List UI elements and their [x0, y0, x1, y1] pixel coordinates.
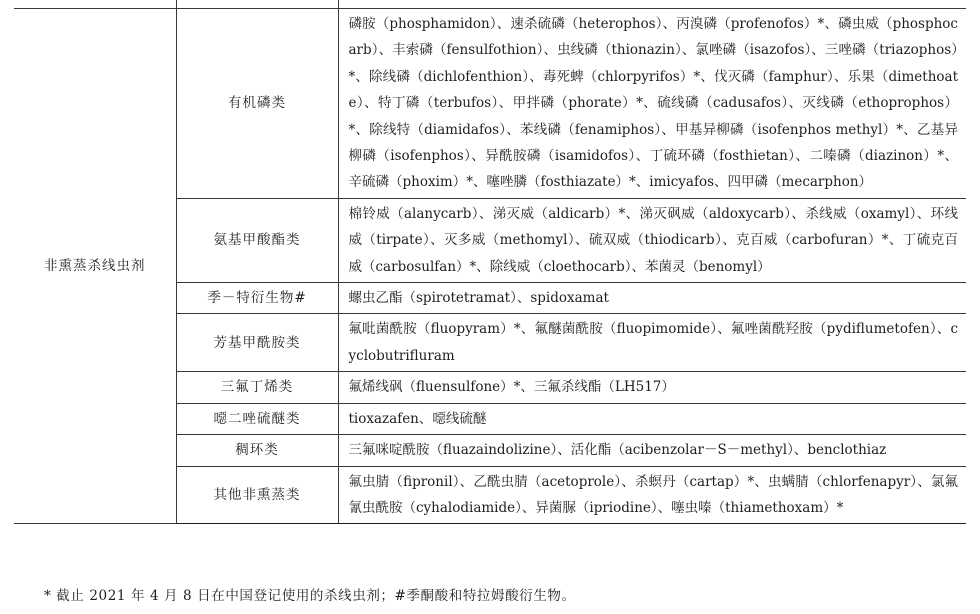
subcategory-cell: 季－特衍生物#: [176, 283, 338, 314]
content-cell: 磷胺（phosphamidon）、速杀硫磷（heterophos）、丙溴磷（profenofos）*、磷虫威（phosphocarb）、丰索磷（fensulfothion）、虫线磷（thionazin）、氯唑磷（isazofos）、三唑磷（triazophos）*、除线磷（dichlofenthion）、毒死蜱（chlorpyrifos）*、伐灭磷（famphur）、乐果（dimethoate）、特丁磷（terbufos）、甲拌磷（phorate）*、硫线磷（cadusafos）、灭线磷（ethoprophos）*、除线特（diamidafos）、苯线磷（fenamiphos）、甲基异柳磷（isofenphos methyl）*、乙基异柳磷（isofenphos）、异酰胺磷（isamidofos）、丁硫环磷（fosthietan）、二嗪磷（diazinon）*、辛硫磷（phoxim）*、噻唑膦（fosthiazate）*、imicyafos、四甲磷（mecarphon）: [338, 9, 966, 199]
content-cell: 螺虫乙酯（spirotetramat）、spidoxamat: [338, 283, 966, 314]
subcategory-cell: 有机磷类: [176, 9, 338, 199]
table-row: [14, 9, 966, 199]
subcategory-cell: 稠环类: [176, 435, 338, 466]
table-top-stub-row: [14, 0, 966, 9]
subcategory-cell: 氨基甲酸酯类: [176, 198, 338, 282]
subcategory-cell: 噁二唑硫醚类: [176, 403, 338, 434]
content-cell: tioxazafen、噁线硫醚: [338, 403, 966, 434]
category-cell: 非熏蒸杀线虫剂: [14, 9, 176, 524]
subcategory-cell: 芳基甲酰胺类: [176, 314, 338, 372]
content-cell: 氟吡菌酰胺（fluopyram）*、氟醚菌酰胺（fluopimomide）、氟唑菌酰羟胺（pydiflumetofen）、cyclobutrifluram: [338, 314, 966, 372]
nematicide-table: [14, 0, 966, 524]
content-cell: 氟烯线砜（fluensulfone）*、三氟杀线酯（LH517）: [338, 372, 966, 403]
table-footnote: * 截止 2021 年 4 月 8 日在中国登记使用的杀线虫剂；#季酮酸和特拉姆酸衍生物。: [44, 588, 576, 604]
content-cell: 棉铃威（alanycarb）、涕灭威（aldicarb）*、涕灭砜威（aldoxycarb）、杀线威（oxamyl）、环线威（tirpate）、灭多威（methomyl）、硫双威（thiodicarb）、克百威（carbofuran）*、丁硫克百威（carbosulfan）*、除线威（cloethocarb）、苯菌灵（benomyl）: [338, 198, 966, 282]
nematicide-table-container: [14, 0, 966, 524]
content-cell: 三氟咪啶酰胺（fluazaindolizine）、活化酯（acibenzolar－S－methyl）、benclothiaz: [338, 435, 966, 466]
content-cell: 氟虫腈（fipronil）、乙酰虫腈（acetoprole）、杀螟丹（cartap）*、虫螨腈（chlorfenapyr）、氯氟氰虫酰胺（cyhalodiamide）、异菌脲（ipriodine）、噻虫嗪（thiamethoxam）*: [338, 466, 966, 524]
subcategory-cell: 其他非熏蒸类: [176, 466, 338, 524]
subcategory-cell: 三氟丁烯类: [176, 372, 338, 403]
